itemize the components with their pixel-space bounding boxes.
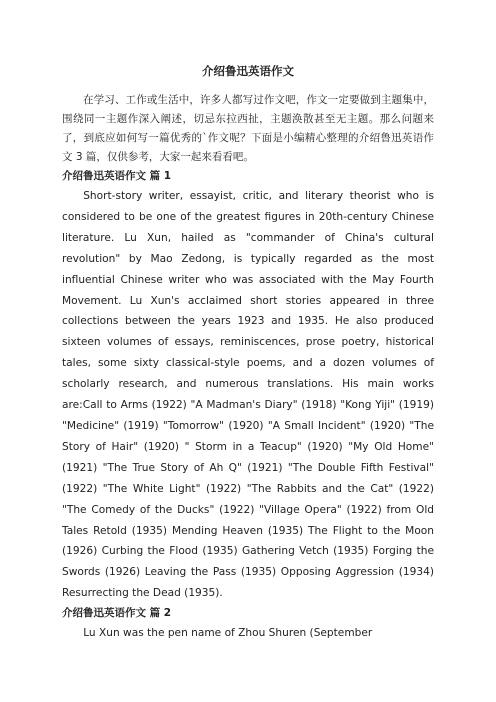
section-body-2: Lu Xun was the pen name of Zhou Shuren (September <box>83 627 373 640</box>
section-heading-2: 介绍鲁迅英语作文 篇 2 <box>62 607 172 620</box>
section-body-1: Short-story writer, essayist, critic, and literary theorist who is considered to be one of the greatest figures in 20th-century Chinese literature. Lu Xun, hailed as "commander of China's cultural revolution" by Mao Zedong, is typically regarded as the most influential Chinese writer who was associated with the May Fourth Movement. Lu Xun's acclaimed short stories appeared in three collections between the years 1923 and 1935. He also produced sixteen volumes of essays, reminiscences, prose poetry, historical tales, some sixty classical-style poems, and a dozen volumes of scholarly research, and numerous translations. His main works are:Call to Arms (1922) "A Madman's Diary" (1918) "Kong Yiji" (1919) "Medicine" (1919) "Tomorrow" (1920) "A Small Incident" (1920) "The Story of Hair" (1920) " Storm in a Teacup" (1920) "My Old Home" (1921) "The True Story of Ah Q" (1921) "The Double Fifth Festival" (1922) "The White Light" (1922) "The Rabbits and the Cat" (1922) "The Comedy of the Ducks" (1922) "Village Opera" (1922) from Old Tales Retold (1935) Mending Heaven (1935) The Flight to the Moon (1926) Curbing the Flood (1935) Gathering Vetch (1935) Forging the Swords (1926) Leaving the Pass (1935) Opposing Aggression (1934) Resurrecting the Dead (1935). <box>62 190 434 600</box>
page-title: 介绍鲁迅英语作文 <box>202 64 294 78</box>
section-heading-1: 介绍鲁迅英语作文 篇 1 <box>62 170 172 182</box>
intro-paragraph: 在学习、工作或生活中，许多人都写过作文吧，作文一定要做到主题集中，围绕同一主题作深入阐述，切忌东拉西扯，主题涣散甚至无主题。那么问题来了，到底应如何写一篇优秀的`作文呢？下面是小编精心整理的介绍鲁迅英语作文 3 篇，仅供参考，大家一起来看看吧。 <box>62 94 434 163</box>
